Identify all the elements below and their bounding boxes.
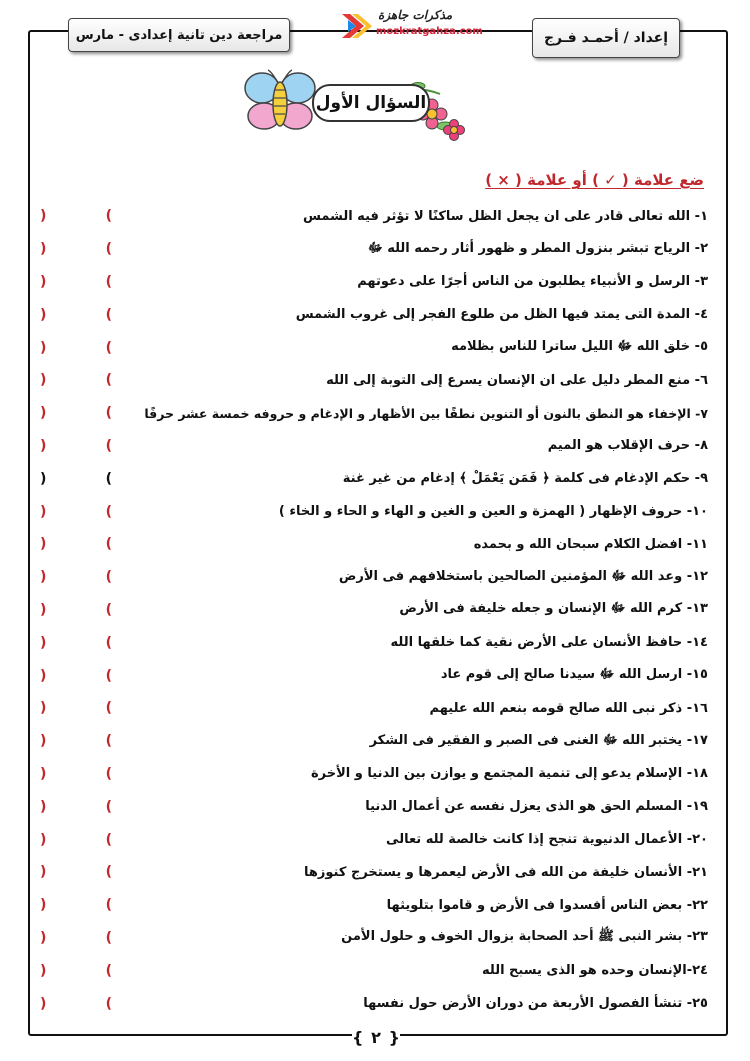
answer-paren-open: ): [40, 536, 47, 553]
list-item: [40, 561, 708, 594]
page-number-brace-left: {: [352, 1027, 364, 1047]
question-text: ٣- الرسل و الأنبياء يطلبون من الناس أجرًا على دعوتهم: [357, 274, 708, 290]
answer-paren-open: ): [40, 241, 47, 258]
answer-paren-open: ): [40, 798, 47, 815]
answer-paren-open: ): [40, 831, 47, 848]
answer-paren-close: (: [105, 208, 112, 225]
answer-blank[interactable]: [40, 405, 112, 421]
logo-url-text: mozkratgahza.com: [376, 26, 483, 37]
answer-blank[interactable]: [40, 963, 112, 979]
list-item: [40, 659, 708, 692]
question-text: ٤- المدة التى يمتد فيها الظل من طلوع الفجر إلى غروب الشمس: [295, 307, 708, 323]
answer-paren-close: (: [105, 437, 112, 454]
list-item: [40, 758, 708, 791]
answer-paren-open: ): [40, 273, 47, 290]
answer-blank[interactable]: [40, 733, 112, 749]
answer-paren-close: (: [105, 864, 112, 881]
list-item: [40, 233, 708, 266]
answer-blank[interactable]: [40, 700, 112, 716]
answer-paren-open: ): [40, 470, 47, 487]
list-item: [40, 430, 708, 463]
answer-paren-open: ): [40, 995, 47, 1012]
question-text: ١٣- كرم الله ﷻ الإنسان و جعله خليفة فى الأرض: [399, 601, 708, 617]
question-text: ١- الله تعالى قادر على ان يجعل الظل ساكنًا لا تؤثر فيه الشمس: [303, 208, 708, 224]
list-item: [40, 856, 708, 889]
answer-paren-open: ): [40, 405, 47, 422]
question-text: ١٥- ارسل الله ﷻ سيدنا صالح إلى قوم عاد: [440, 667, 708, 683]
answer-blank[interactable]: [40, 832, 112, 848]
answer-blank[interactable]: [40, 471, 112, 487]
review-title-box: [68, 18, 290, 52]
answer-blank[interactable]: [40, 340, 112, 356]
answer-paren-close: (: [105, 798, 112, 815]
list-item: [40, 462, 708, 495]
answer-paren-open: ): [40, 372, 47, 389]
answer-paren-open: ): [40, 339, 47, 356]
questions-list: [40, 200, 708, 1020]
answer-paren-close: (: [105, 601, 112, 618]
question-text: ١٩- المسلم الحق هو الذى يعزل نفسه عن أعمال الدنيا: [365, 799, 708, 815]
answer-blank[interactable]: [40, 504, 112, 520]
answer-paren-open: ): [40, 437, 47, 454]
question-text: ٢٥- تنشأ الفصول الأربعة من دوران الأرض حول نفسها: [363, 996, 708, 1012]
question-text: ٥- خلق الله ﷻ الليل ساترا للناس بظلامه: [451, 339, 708, 355]
list-item: [40, 692, 708, 725]
answer-paren-close: (: [105, 929, 112, 946]
answer-blank[interactable]: [40, 766, 112, 782]
question-text: ٢٤-الإنسان وحده هو الذى يسبح الله: [482, 963, 708, 979]
answer-paren-open: ): [40, 929, 47, 946]
answer-blank[interactable]: [40, 208, 112, 224]
list-item: [40, 364, 708, 397]
answer-paren-close: (: [105, 897, 112, 914]
answer-paren-open: ): [40, 601, 47, 618]
answer-paren-open: ): [40, 864, 47, 881]
answer-blank[interactable]: [40, 668, 112, 684]
answer-blank[interactable]: [40, 930, 112, 946]
answer-blank[interactable]: [40, 536, 112, 552]
list-item: [40, 626, 708, 659]
question-text: ٢٢- بعض الناس أفسدوا فى الأرض و قاموا بتلويثها: [386, 897, 708, 913]
answer-blank[interactable]: [40, 569, 112, 585]
answer-blank[interactable]: [40, 996, 112, 1012]
list-item: [40, 922, 708, 955]
list-item: [40, 889, 708, 922]
answer-paren-open: ): [40, 306, 47, 323]
answer-paren-open: ): [40, 765, 47, 782]
list-item: [40, 298, 708, 331]
answer-paren-open: ): [40, 962, 47, 979]
author-box: [532, 18, 680, 58]
answer-paren-close: (: [105, 765, 112, 782]
list-item: [40, 331, 708, 364]
answer-blank[interactable]: [40, 307, 112, 323]
answer-blank[interactable]: [40, 799, 112, 815]
page-number: ٢: [371, 1027, 381, 1047]
logo-chevron-icon: [340, 10, 376, 42]
review-title: مراجعة دين تانية إعدادى - مارس: [75, 27, 283, 43]
question-text: ١١- افضل الكلام سبحان الله و بحمده: [473, 536, 708, 552]
answer-blank[interactable]: [40, 438, 112, 454]
list-item: [40, 495, 708, 528]
question-text: ٢- الرياح تبشر بنزول المطر و ظهور أثار رحمه الله ﷻ: [368, 240, 708, 256]
list-item: [40, 790, 708, 823]
question-text: ٧- الإخفاء هو النطق بالنون أو التنوين نطقًا بين الأظهار و الإدغام و حروفه خمسة عشر حرفًا: [144, 405, 708, 421]
question-text: ٨- حرف الإقلاب هو الميم: [547, 438, 708, 454]
logo-arabic-text: مذكرات جاهزة: [378, 8, 453, 22]
answer-paren-open: ): [40, 208, 47, 225]
section-title: السؤال الأول: [315, 93, 427, 113]
answer-blank[interactable]: [40, 241, 112, 257]
answer-paren-close: (: [105, 241, 112, 258]
page-number-box: [352, 1022, 400, 1052]
question-text: ١٦- ذكر نبى الله صالح قومه بنعم الله عليهم: [429, 700, 708, 716]
answer-paren-close: (: [105, 536, 112, 553]
answer-paren-close: (: [105, 569, 112, 586]
answer-paren-close: (: [105, 700, 112, 717]
question-text: ١٢- وعد الله ﷻ المؤمنين الصالحين باستخلافهم فى الأرض: [338, 568, 708, 584]
answer-paren-open: ): [40, 503, 47, 520]
answer-paren-open: ): [40, 897, 47, 914]
question-text: ١٨- الإسلام يدعو إلى تنمية المجتمع و يوازن بين الدنيا و الأخرة: [310, 766, 708, 782]
answer-paren-close: (: [105, 273, 112, 290]
answer-paren-open: ): [40, 634, 47, 651]
answer-blank[interactable]: [40, 372, 112, 388]
question-text: ٢٠- الأعمال الدنيوية تنجح إذا كانت خالصة لله تعالى: [386, 832, 708, 848]
answer-blank[interactable]: [40, 602, 112, 618]
answer-paren-close: (: [105, 306, 112, 323]
list-item: [40, 266, 708, 299]
answer-paren-close: (: [105, 405, 112, 422]
answer-paren-close: (: [105, 470, 112, 487]
answer-blank[interactable]: [40, 274, 112, 290]
answer-paren-close: (: [105, 733, 112, 750]
list-item: [40, 200, 708, 233]
question-text: ٩- حكم الإدغام فى كلمة ﴿ فَمَن يَعْمَلْ ﴾ إدغام من غير غنة: [342, 471, 708, 487]
answer-blank[interactable]: [40, 897, 112, 913]
answer-paren-close: (: [105, 667, 112, 684]
list-item: [40, 594, 708, 627]
list-item: [40, 954, 708, 987]
answer-paren-close: (: [105, 995, 112, 1012]
answer-blank[interactable]: [40, 635, 112, 651]
answer-paren-close: (: [105, 503, 112, 520]
answer-paren-close: (: [105, 962, 112, 979]
section-title-pill: [312, 84, 430, 122]
answer-paren-open: ): [40, 733, 47, 750]
answer-paren-open: ): [40, 700, 47, 717]
question-text: ١٤- حافظ الأنسان على الأرض نقية كما خلقها الله: [390, 635, 708, 651]
answer-paren-close: (: [105, 831, 112, 848]
question-text: ٢١- الأنسان خليفة من الله فى الأرض ليعمرها و يستخرج كنوزها: [304, 864, 708, 880]
instruction-heading: ضع علامة ( ✓ ) أو علامة ( × ): [485, 171, 704, 189]
question-text: ١٠- حروف الإظهار ( الهمزة و العين و الغين و الهاء و الحاء و الخاء ): [278, 504, 708, 520]
list-item: [40, 397, 708, 430]
question-text: ٢٣- بشر النبى ﷺ أحد الصحابة بزوال الخوف و حلول الأمن: [341, 929, 708, 945]
answer-paren-close: (: [105, 372, 112, 389]
question-text: ١٧- يختبر الله ﷻ الغنى فى الصبر و الفقير فى الشكر: [369, 732, 708, 748]
page-number-brace-right: }: [388, 1027, 400, 1047]
list-item: [40, 528, 708, 561]
answer-paren-open: ): [40, 667, 47, 684]
list-item: [40, 725, 708, 758]
answer-paren-open: ): [40, 569, 47, 586]
answer-paren-close: (: [105, 339, 112, 356]
author-label: إعداد / أحمـد فـرج: [543, 30, 669, 46]
site-logo: [340, 8, 490, 44]
title-badge: [240, 66, 475, 148]
list-item: [40, 987, 708, 1020]
question-text: ٦- منع المطر دليل على ان الإنسان يسرع إلى التوبة إلى الله: [326, 372, 708, 388]
answer-paren-close: (: [105, 634, 112, 651]
list-item: [40, 823, 708, 856]
answer-blank[interactable]: [40, 864, 112, 880]
